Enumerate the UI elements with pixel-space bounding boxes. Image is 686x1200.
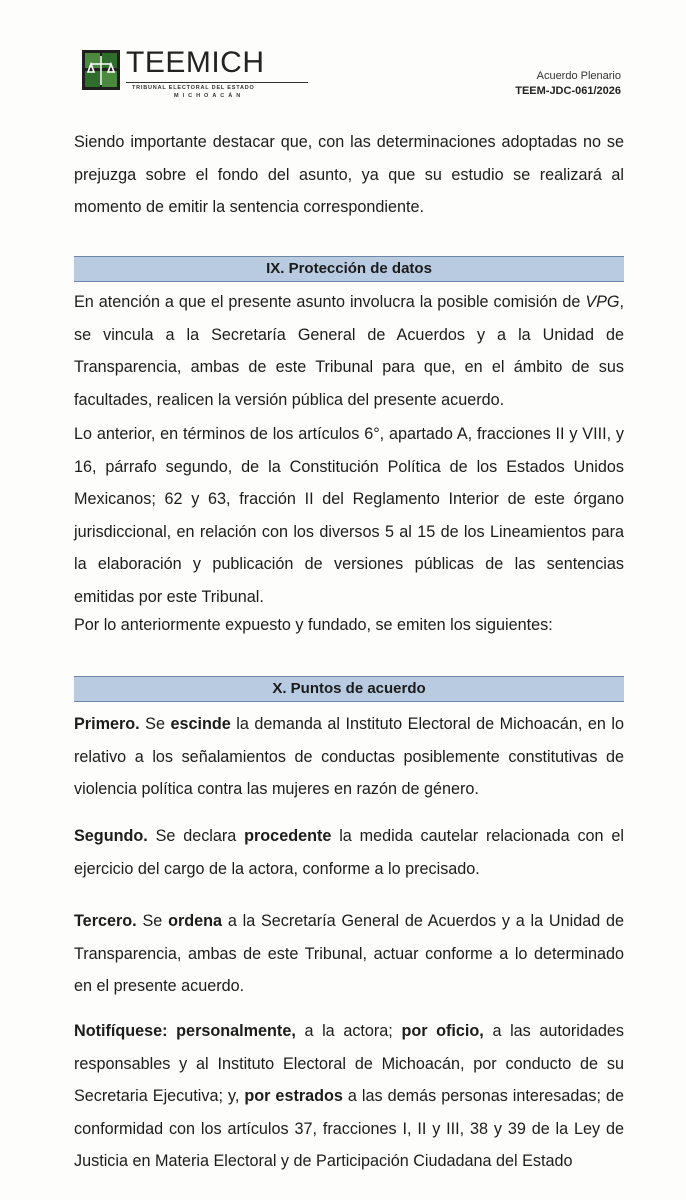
paragraph-vpg-before: En atención a que el presente asunto involucra la posible comisión de <box>74 293 586 311</box>
document-type: Acuerdo Plenario <box>536 70 621 82</box>
point-third <box>74 905 624 1003</box>
point-first-keyword: escinde <box>170 715 231 733</box>
page-header <box>0 0 686 115</box>
point-first-text-b: la demanda al Instituto Electoral de Michoacán, en lo relativo a los señalamientos de conductas posiblemente constitutivas de violencia política contra las mujeres en razón de género. <box>74 715 625 798</box>
tribunal-emblem-icon <box>82 50 120 90</box>
notify-text-1: a la actora; <box>295 1022 402 1040</box>
notify-by-board: por estrados <box>244 1087 343 1105</box>
paragraph-legal-basis: Lo anterior, en términos de los artículos 6°, apartado A, fracciones II y VIII, y 16, párrafo segundo, de la Constitución Política de los Estados Unidos Mexicanos; 62 y 63, fracción II del Reglamento Interior de este órgano jurisdiccional, en relación con los diversos 5 al 15 de los Lineamientos para la elaboración y publicación de versiones públicas de las sentencias emitidas por este Tribunal. <box>74 425 624 606</box>
point-third-label: Tercero. <box>74 912 137 930</box>
paragraph-prejudge: Siendo importante destacar que, con las determinaciones adoptadas no se prejuzga sobre el fondo del asunto, ya que su estudio se realizará al momento de emitir la sentencia correspondiente. <box>74 133 624 216</box>
teemich-logo <box>82 40 282 102</box>
logo-divider <box>126 82 308 83</box>
point-first-label: Primero. <box>74 715 140 733</box>
section-heading-agreement-points: X. Puntos de acuerdo <box>74 676 624 702</box>
logo-subtitle-state: MICHOACÁN <box>174 93 245 99</box>
point-second <box>74 820 624 885</box>
vpg-term: VPG <box>585 293 620 311</box>
notification-paragraph <box>74 1015 624 1178</box>
section-heading-data-protection: IX. Protección de datos <box>74 256 624 282</box>
point-second-text-a: Se declara <box>147 827 245 845</box>
logo-title: TEEMICH <box>126 46 265 79</box>
point-third-text-a: Se <box>136 912 169 930</box>
notify-text-3: a las demás personas interesadas; de conformidad con los artículos 37, fracciones I, II y III, 38 y 39 de la Ley de Justicia en Materia Electoral y de Participación Ciudadana del Estado <box>74 1087 624 1170</box>
point-second-label: Segundo. <box>74 827 148 845</box>
point-second-keyword: procedente <box>244 827 332 845</box>
paragraph-vpg-after: , se vincula a la Secretaría General de Acuerdos y a la Unidad de Transparencia, ambas de este Tribunal para que, en el ámbito de sus facultades, realicen la versión pública del presente acuerdo. <box>74 293 624 409</box>
point-first-text-a: Se <box>139 715 171 733</box>
notify-personal: personalmente, <box>176 1022 296 1040</box>
case-number: TEEM-JDC-061/2026 <box>515 85 621 97</box>
notify-by-office: por oficio, <box>401 1022 484 1040</box>
point-first <box>74 708 624 806</box>
point-second-text-b: la medida cautelar relacionada con el ejercicio del cargo de la actora, conforme a lo precisado. <box>74 827 624 878</box>
point-third-keyword: ordena <box>168 912 223 930</box>
case-reference <box>515 70 621 97</box>
paragraph-vpg <box>74 286 624 416</box>
notify-text-2: a las autoridades responsables y al Instituto Electoral de Michoacán, por conducto de su Secretaria Ejecutiva; y, <box>74 1022 624 1105</box>
notify-label: Notifíquese: <box>74 1022 168 1040</box>
paragraph-closing: Por lo anteriormente expuesto y fundado, se emiten los siguientes: <box>74 616 553 634</box>
point-third-text-b: a la Secretaría General de Acuerdos y a la Unidad de Transparencia, ambas de este Tribunal, actuar conforme a lo determinado en el presente acuerdo. <box>74 912 625 995</box>
logo-subtitle: TRIBUNAL ELECTORAL DEL ESTADO <box>132 85 255 91</box>
